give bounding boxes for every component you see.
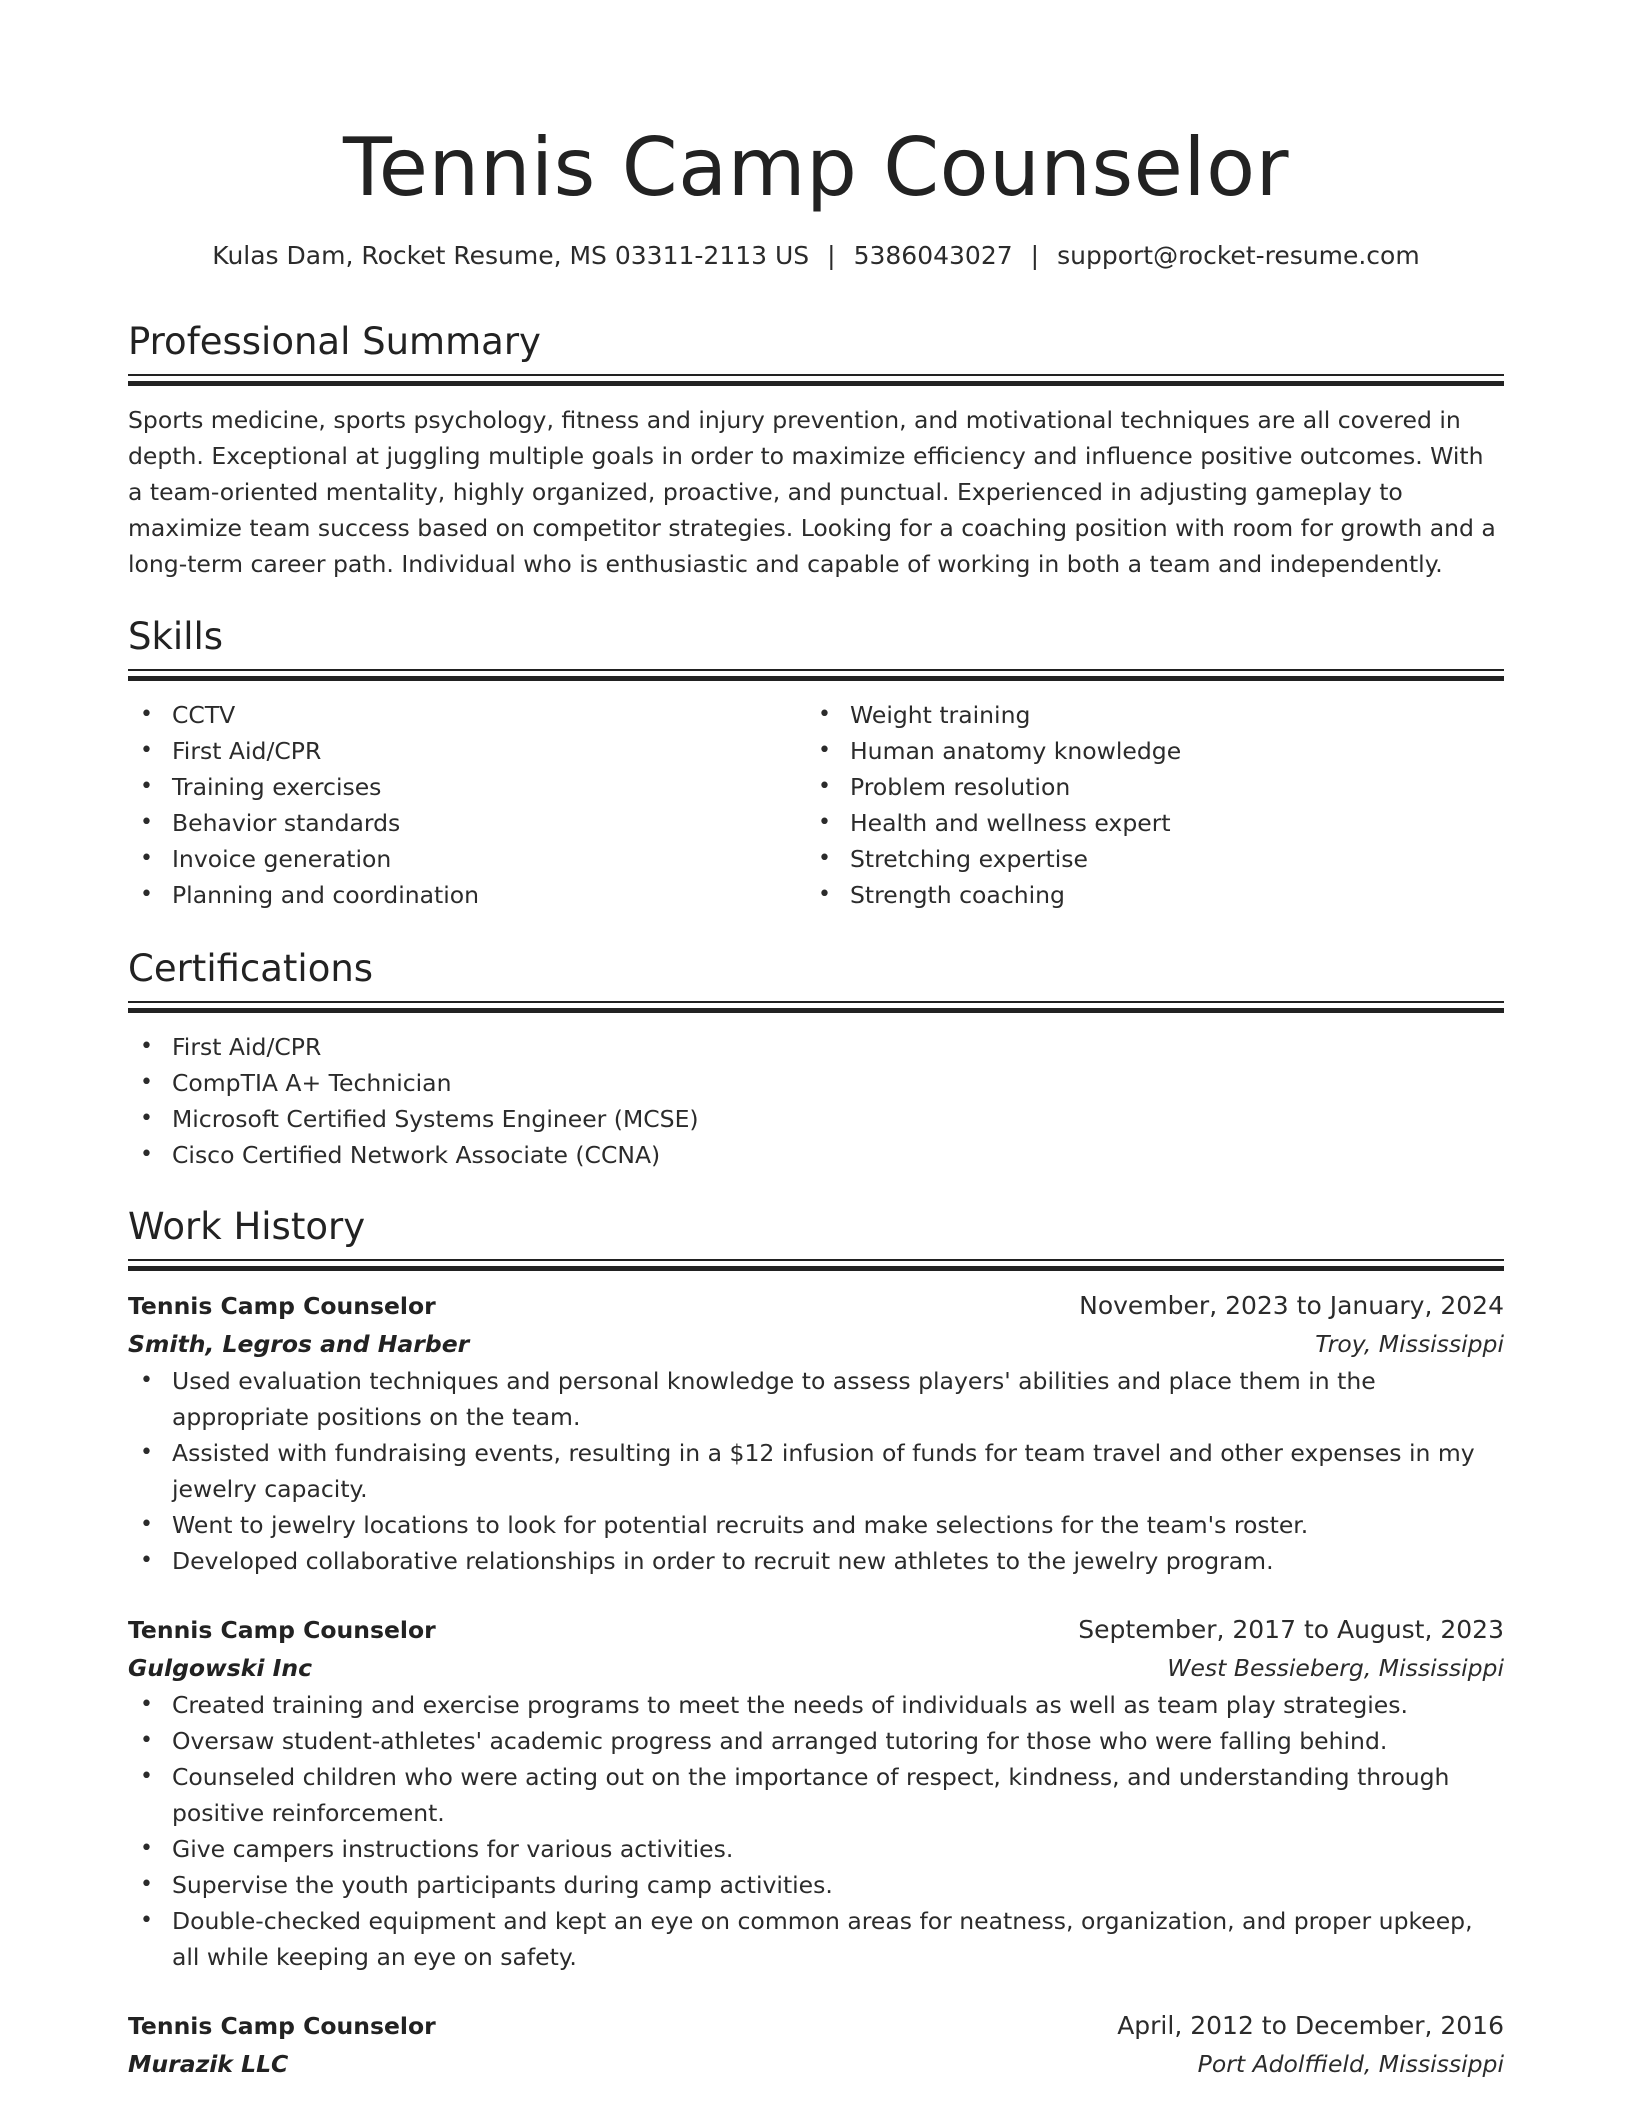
bullet-icon: • bbox=[140, 846, 153, 871]
bullet-icon: • bbox=[140, 1512, 153, 1537]
list-item bbox=[128, 1101, 1504, 1137]
list-item bbox=[128, 1363, 1504, 1435]
bullet-icon: • bbox=[140, 1908, 153, 1933]
job-title: Tennis Camp Counselor bbox=[128, 2012, 436, 2040]
section-title-work-history: Work History bbox=[128, 1205, 366, 1248]
job-bullet-text: Created training and exercise programs to meet the needs of individuals as well as team play strategies. bbox=[172, 1691, 1408, 1719]
skill-label: Stretching expertise bbox=[850, 845, 1089, 873]
job-company: Murazik LLC bbox=[128, 2050, 289, 2078]
bullet-icon: • bbox=[140, 1872, 153, 1897]
bullet-icon: • bbox=[140, 1368, 153, 1393]
job-bullet-text: Oversaw student-athletes' academic progress and arranged tutoring for those who were falling behind. bbox=[172, 1727, 1388, 1755]
list-item bbox=[806, 733, 1484, 769]
job-entry bbox=[128, 1611, 1504, 1975]
bullet-icon: • bbox=[140, 774, 153, 799]
skill-label: CCTV bbox=[172, 701, 236, 729]
certification-label: Microsoft Certified Systems Engineer (MCSE) bbox=[172, 1105, 699, 1133]
job-header bbox=[128, 1287, 1504, 1363]
contact-address: Kulas Dam, Rocket Resume, MS 03311-2113 US bbox=[212, 241, 810, 270]
bullet-icon: • bbox=[140, 810, 153, 835]
skill-label: First Aid/CPR bbox=[172, 737, 322, 765]
list-item bbox=[128, 733, 806, 769]
skills-column-left bbox=[128, 697, 806, 913]
bullet-icon: • bbox=[140, 882, 153, 907]
section-divider bbox=[128, 1001, 1504, 1015]
list-item bbox=[128, 1831, 1504, 1867]
job-header bbox=[128, 1611, 1504, 1687]
skill-label: Planning and coordination bbox=[172, 881, 480, 909]
section-divider bbox=[128, 669, 1504, 683]
section-title-summary: Professional Summary bbox=[128, 320, 541, 363]
certification-label: CompTIA A+ Technician bbox=[172, 1069, 452, 1097]
bullet-icon: • bbox=[818, 738, 831, 763]
candidate-name: Tennis Camp Counselor bbox=[343, 121, 1289, 214]
list-item bbox=[128, 1687, 1504, 1723]
bullet-icon: • bbox=[818, 810, 831, 835]
job-dates: September, 2017 to August, 2023 bbox=[1078, 1615, 1504, 1644]
skill-label: Health and wellness expert bbox=[850, 809, 1171, 837]
list-item bbox=[128, 1029, 1504, 1065]
list-item bbox=[806, 877, 1484, 913]
section-summary bbox=[128, 318, 1504, 582]
skill-label: Human anatomy knowledge bbox=[850, 737, 1182, 765]
bullet-icon: • bbox=[140, 1034, 153, 1059]
list-item bbox=[128, 1903, 1504, 1975]
list-item bbox=[806, 697, 1484, 733]
section-title-certifications: Certifications bbox=[128, 947, 374, 990]
bullet-icon: • bbox=[140, 1070, 153, 1095]
list-item bbox=[128, 805, 806, 841]
certification-label: Cisco Certified Network Associate (CCNA) bbox=[172, 1141, 661, 1169]
job-entry bbox=[128, 2007, 1504, 2083]
bullet-icon: • bbox=[818, 774, 831, 799]
list-item bbox=[128, 1435, 1504, 1507]
section-certifications bbox=[128, 945, 1504, 1173]
list-item bbox=[128, 769, 806, 805]
skill-label: Problem resolution bbox=[850, 773, 1071, 801]
skill-label: Weight training bbox=[850, 701, 1031, 729]
job-dates: November, 2023 to January, 2024 bbox=[1079, 1291, 1504, 1320]
contact-separator: | bbox=[1030, 241, 1040, 270]
list-item bbox=[806, 805, 1484, 841]
bullet-icon: • bbox=[140, 1440, 153, 1465]
list-item bbox=[128, 697, 806, 733]
job-location: West Bessieberg, Mississippi bbox=[1167, 1654, 1504, 1682]
bullet-icon: • bbox=[140, 1728, 153, 1753]
job-company: Gulgowski Inc bbox=[128, 1654, 313, 1682]
skill-label: Training exercises bbox=[172, 773, 382, 801]
list-item bbox=[128, 1759, 1504, 1831]
job-bullets bbox=[128, 1687, 1504, 1975]
list-item bbox=[128, 1137, 1504, 1173]
job-bullet-text: Give campers instructions for various activities. bbox=[172, 1835, 734, 1863]
job-location: Troy, Mississippi bbox=[1315, 1330, 1504, 1358]
bullet-icon: • bbox=[818, 846, 831, 871]
bullet-icon: • bbox=[140, 1692, 153, 1717]
section-divider bbox=[128, 1259, 1504, 1273]
job-bullet-text: Went to jewelry locations to look for potential recruits and make selections for the team's roster. bbox=[172, 1511, 1309, 1539]
job-bullet-text: Assisted with fundraising events, resulting in a $12 infusion of funds for team travel and other expenses in my jewelry capacity. bbox=[172, 1439, 1475, 1503]
job-bullet-text: Supervise the youth participants during camp activities. bbox=[172, 1871, 833, 1899]
job-bullet-text: Double-checked equipment and kept an eye on common areas for neatness, organization, and proper upkeep, all while keeping an eye on safety. bbox=[172, 1907, 1473, 1971]
section-work-history bbox=[128, 1203, 1504, 2112]
bullet-icon: • bbox=[140, 1836, 153, 1861]
summary-text: Sports medicine, sports psychology, fitness and injury prevention, and motivational techniques are all covered in depth. Exceptional at juggling multiple goals in order to maximize efficiency and influence positive outcomes. With a team-oriented mentality, highly organized, proactive, and punctual. Experienced in adjusting gameplay to maximize team success based on competitor strategies. Looking for a coaching position with room for growth and a long-term career path. Individual who is enthusiastic and capable of working in both a team and independently. bbox=[128, 406, 1496, 578]
list-item bbox=[128, 841, 806, 877]
bullet-icon: • bbox=[140, 1764, 153, 1789]
skill-label: Strength coaching bbox=[850, 881, 1065, 909]
certifications-list bbox=[128, 1029, 1504, 1173]
section-divider bbox=[128, 374, 1504, 388]
job-header bbox=[128, 2007, 1504, 2083]
bullet-icon: • bbox=[140, 1548, 153, 1573]
job-location: Port Adolffield, Mississippi bbox=[1197, 2050, 1504, 2078]
contact-line bbox=[128, 236, 1504, 276]
skills-column-right bbox=[806, 697, 1484, 913]
job-title: Tennis Camp Counselor bbox=[128, 1616, 436, 1644]
skill-label: Behavior standards bbox=[172, 809, 401, 837]
bullet-icon: • bbox=[140, 1142, 153, 1167]
bullet-icon: • bbox=[140, 1106, 153, 1131]
job-bullet-text: Used evaluation techniques and personal knowledge to assess players' abilities and place them in the appropriate positions on the team. bbox=[172, 1367, 1376, 1431]
certification-label: First Aid/CPR bbox=[172, 1033, 322, 1061]
bullet-icon: • bbox=[818, 882, 831, 907]
job-bullet-text: Developed collaborative relationships in order to recruit new athletes to the jewelry program. bbox=[172, 1547, 1274, 1575]
list-item bbox=[806, 841, 1484, 877]
job-dates: April, 2012 to December, 2016 bbox=[1117, 2011, 1504, 2040]
job-entry bbox=[128, 1287, 1504, 1579]
list-item bbox=[128, 1065, 1504, 1101]
contact-separator: | bbox=[827, 241, 836, 270]
list-item bbox=[806, 769, 1484, 805]
list-item bbox=[128, 1507, 1504, 1543]
contact-phone: 5386043027 bbox=[853, 241, 1013, 270]
job-company: Smith, Legros and Harber bbox=[128, 1330, 470, 1358]
list-item bbox=[128, 877, 806, 913]
job-bullets bbox=[128, 1363, 1504, 1579]
skills-grid bbox=[128, 697, 1504, 913]
list-item bbox=[128, 1543, 1504, 1579]
section-title-skills: Skills bbox=[128, 615, 224, 658]
bullet-icon: • bbox=[140, 738, 153, 763]
skill-label: Invoice generation bbox=[172, 845, 392, 873]
bullet-icon: • bbox=[818, 702, 831, 727]
list-item bbox=[128, 1867, 1504, 1903]
bullet-icon: • bbox=[140, 702, 153, 727]
section-skills bbox=[128, 613, 1504, 913]
job-bullet-text: Counseled children who were acting out on the importance of respect, kindness, and understanding through positive reinforcement. bbox=[172, 1763, 1450, 1827]
contact-email: support@rocket-resume.com bbox=[1057, 241, 1420, 270]
list-item bbox=[128, 1723, 1504, 1759]
job-title: Tennis Camp Counselor bbox=[128, 1292, 436, 1320]
